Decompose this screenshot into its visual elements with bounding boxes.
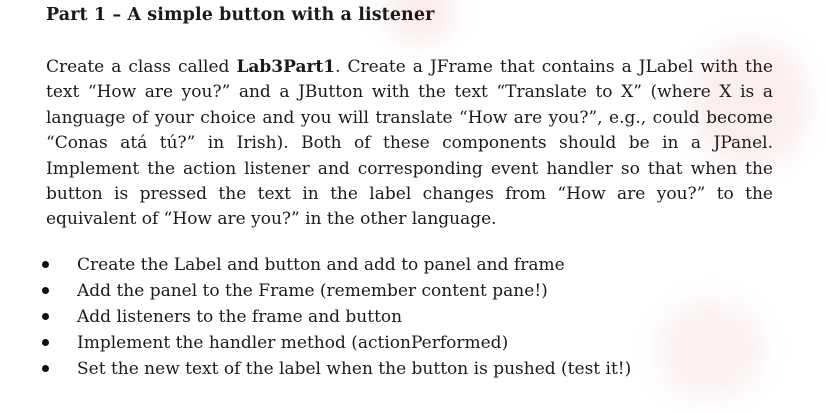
list-item	[0, 305, 826, 331]
class-name: Lab3Part1	[236, 57, 336, 77]
section-heading: Part 1 – A simple button with a listener	[46, 5, 435, 25]
bullet-icon	[42, 287, 49, 294]
list-item-text: Set the new text of the label when the button is pushed (test it!)	[77, 359, 632, 379]
list-item-text: Create the Label and button and add to panel and frame	[77, 255, 565, 275]
bullet-icon	[42, 365, 49, 372]
instructions-paragraph	[46, 55, 773, 233]
list-item	[0, 279, 826, 305]
bullet-icon	[42, 313, 49, 320]
list-item-text: Add the panel to the Frame (remember content pane!)	[77, 281, 548, 301]
paragraph-intro: Create a class called	[46, 57, 237, 77]
list-item	[0, 253, 826, 279]
task-list	[0, 253, 826, 383]
list-item	[0, 331, 826, 357]
paragraph-rest: . Create a JFrame that contains a JLabel with the text “How are you?” and a JButton with the text “Translate to X” (where X is a language of your choice and you will translate “How are you?”, e.g., could become “Conas atá tú?” in Irish). Both of these components should be in a JPanel. Implement the action listener and corresponding event handler so that when the button is pressed the text in the label changes from “How are you?” to the equivalent of “How are you?” in the other language.	[46, 57, 773, 230]
bullet-icon	[42, 339, 49, 346]
bullet-icon	[42, 261, 49, 268]
list-item	[0, 357, 826, 383]
list-item-text: Add listeners to the frame and button	[77, 307, 403, 327]
list-item-text: Implement the handler method (actionPerformed)	[77, 333, 509, 353]
